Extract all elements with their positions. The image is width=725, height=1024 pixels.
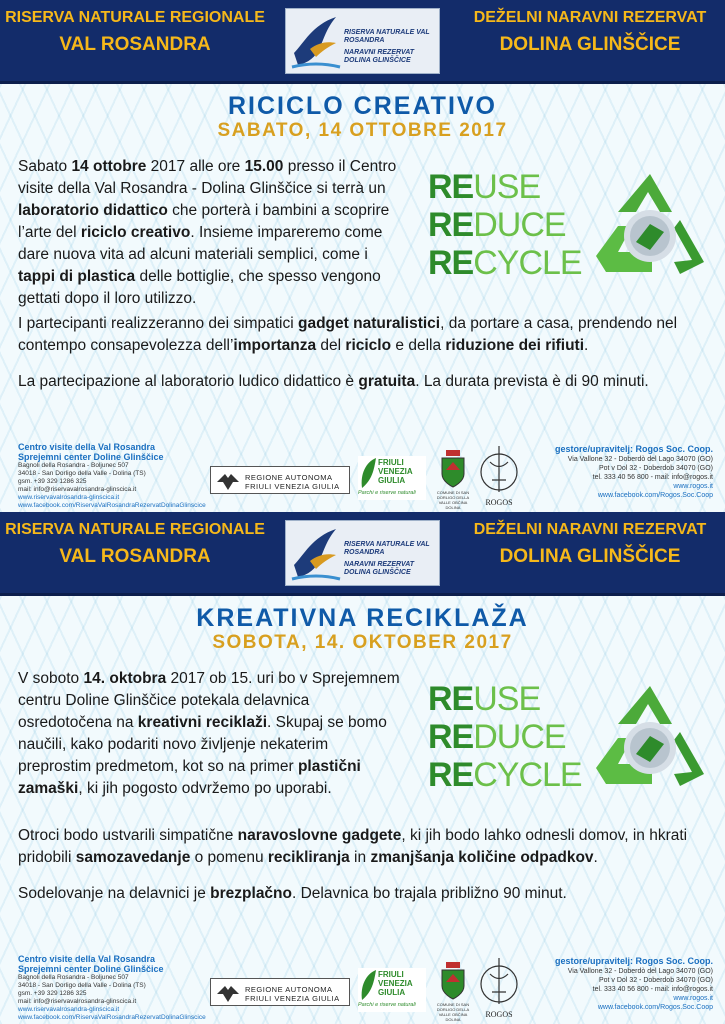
manager-facebook-link[interactable]: www.facebook.com/Rogos.Soc.Coop [597,492,713,499]
banner-right [455,6,725,60]
recycle-word: RECYCLE [428,756,582,794]
visitor-mail[interactable]: mail: info@riservavalrosandra-glinscica.it [18,998,137,1005]
coat-of-arms-icon [440,450,466,488]
banner-left [0,6,270,60]
visitor-center-heading-sl: Sprejemni center Doline Glinščice [18,964,164,974]
participation-paragraph: La partecipazione al laboratorio ludico didattico è gratuita. La durata prevista è di 90 minuti. [18,373,649,390]
visitor-address-1: Bagnoli della Rosandra - Boljunec 507 [18,974,129,981]
banner-left-line1: RISERVA NATURALE REGIONALE [5,521,265,538]
visitor-address-1: Bagnoli della Rosandra - Boljunec 507 [18,462,129,469]
banner-right-line1: DEŽELNI NARAVNI REZERVAT [473,9,707,26]
visitor-mail[interactable]: mail: info@riservavalrosandra-glinscica.it [18,486,137,493]
manager-contact: tel. 333 40 56 800 - mail: info@rogos.it [592,986,713,993]
manager-address-2: Pot v Dol 32 - Doberdob 34070 (GO) [598,465,713,472]
bird-icon [290,525,342,583]
reuse-reduce-recycle-graphic [428,170,718,282]
parchi-caption: Parchi e riserve naturali [358,1002,416,1008]
coat-of-arms-icon [440,962,466,1000]
visitor-center-heading-it: Centro visite della Val Rosandra [18,442,156,452]
reuse-reduce-recycle-graphic [428,682,718,794]
logo-text-italian: RISERVA NATURALE VAL ROSANDRA [344,541,430,556]
visitor-address-2: 34018 - San Dorligo della Valle - Dolina (TS) [18,470,146,477]
event-date: SOBOTA, 14. OKTOBER 2017 [212,632,513,653]
banner-left-line1: RISERVA NATURALE REGIONALE [5,9,265,26]
participants-paragraph: I partecipanti realizzeranno dei simpatici gadget naturalistici, da portare a casa, prendendo nel contempo consapevolezza dell’importanza del riciclo e della riduzione dei rifiuti. [18,315,678,354]
visitor-address-2: 34018 - San Dorligo della Valle - Dolina (TS) [18,982,146,989]
visitor-center-heading-it: Centro visite della Val Rosandra [18,954,156,964]
manager-address-1: Via Vallone 32 - Doberdò del Lago 34070 (GO) [567,456,713,463]
manager-heading: gestore/upravitelj: Rogos Soc. Coop. [554,444,713,454]
visitor-center-info [18,954,218,1022]
reserve-logo [285,8,440,74]
banner-left-line2: VAL ROSANDRA [59,34,211,55]
fvg-eagle-icon [215,982,241,1004]
parchi-leaf-icon [358,456,378,490]
bird-icon [290,13,342,71]
manager-info [513,444,713,500]
recycle-icon [588,170,718,282]
visitor-website-link[interactable]: www.riservavalrosandra-glinscica.it [18,494,120,501]
reserve-logo [285,520,440,586]
flyer-slovenian [0,512,725,1024]
logo-text-italian: RISERVA NATURALE VAL ROSANDRA [344,29,430,44]
recycle-icon [588,682,718,794]
comune-logo [432,962,474,1020]
visitor-phone: gsm. +39 329 1286 325 [18,478,87,485]
visitor-facebook-link[interactable]: www.facebook.com/RiservaValRosandraRezervatDolinaGlinscice [18,502,206,509]
manager-website-link[interactable]: www.rogos.it [673,483,713,490]
parchi-logo [358,456,426,500]
logo-text-slovenian: NARAVNI REZERVAT DOLINA GLINŠČICE [344,561,414,576]
header-banner [0,0,725,84]
participants-paragraph: Otroci bodo ustvarili simpatične naravoslovne gadgete, ki jih bodo lahko odnesli domov, in hkrati pridobili samozavedanje o pomenu recikliranja in zmanjšanja količine odpadkov. [18,827,688,866]
region-fvg-logo [210,466,350,494]
reuse-word: REUSE [428,680,541,718]
header-banner [0,512,725,596]
visitor-center-heading-sl: Sprejemni center Doline Glinščice [18,452,164,462]
parchi-text: FRIULI VENEZIA GIULIA [378,458,413,485]
manager-contact: tel. 333 40 56 800 - mail: info@rogos.it [592,474,713,481]
footer [0,438,725,512]
visitor-center-info [18,442,218,510]
parchi-leaf-icon [358,968,378,1002]
parchi-text: FRIULI VENEZIA GIULIA [378,970,413,997]
parchi-logo [358,968,426,1012]
visitor-website-link[interactable]: www.riservavalrosandra-glinscica.it [18,1006,120,1013]
parchi-caption: Parchi e riserve naturali [358,490,416,496]
reuse-word: REUSE [428,168,541,206]
banner-right-line1: DEŽELNI NARAVNI REZERVAT [473,521,707,538]
footer [0,950,725,1024]
visitor-facebook-link[interactable]: www.facebook.com/RiservaValRosandraRezervatDolinaGlinscice [18,1014,206,1021]
banner-right-line2: DOLINA GLINŠČICE [499,546,681,567]
event-title: RICICLO CREATIVO [227,92,498,120]
manager-address-2: Pot v Dol 32 - Doberdob 34070 (GO) [598,977,713,984]
logo-text-slovenian: NARAVNI REZERVAT DOLINA GLINŠČICE [344,49,414,64]
region-fvg-logo [210,978,350,1006]
intro-paragraph: Sabato 14 ottobre 2017 alle ore 15.00 presso il Centro visite della Val Rosandra - Dolina Glinščice si terrà un laboratorio didattico che porterà i bambini a scoprire l’arte del riciclo creativo. Insieme impareremo come dare nuova vita ad alcuni materiali semplici, come i tappi di plastica delle bottiglie, che spesso vengono gettati dopo il loro utilizzo. [18,158,397,307]
comune-logo [432,450,474,508]
participation-paragraph: Sodelovanje na delavnici je brezplačno. Delavnica bo trajala približno 90 minut. [18,885,567,902]
fvg-text: REGIONE AUTONOMA FRIULI VENEZIA GIULIA [245,985,340,1003]
fvg-eagle-icon [215,470,241,492]
rogos-text: ROGOS [485,1010,513,1019]
reduce-word: REDUCE [428,718,566,756]
banner-right-line2: DOLINA GLINŠČICE [499,34,681,55]
banner-left [0,518,270,572]
fvg-text: REGIONE AUTONOMA FRIULI VENEZIA GIULIA [245,473,340,491]
comune-text: COMUNE DI SAN DORLIGO DELLA VALLE OBČINA DOLINA [436,490,470,510]
recycle-word: RECYCLE [428,244,582,282]
banner-left-line2: VAL ROSANDRA [59,546,211,567]
event-date: SABATO, 14 OTTOBRE 2017 [217,120,508,141]
manager-heading: gestore/upravitelj: Rogos Soc. Coop. [554,956,713,966]
visitor-phone: gsm. +39 329 1286 325 [18,990,87,997]
comune-text: COMUNE DI SAN DORLIGO DELLA VALLE OBČINA DOLINA [436,1002,470,1022]
manager-info [513,956,713,1012]
manager-address-1: Via Vallone 32 - Doberdò del Lago 34070 (GO) [567,968,713,975]
manager-facebook-link[interactable]: www.facebook.com/Rogos.Soc.Coop [597,1004,713,1011]
event-title: KREATIVNA RECIKLAŽA [196,604,529,632]
banner-right [455,518,725,572]
intro-paragraph: V soboto 14. oktobra 2017 ob 15. uri bo v Sprejemnem centru Doline Glinščice potekala delavnica osredotočena na kreativni reciklaži. Skupaj se bomo naučili, kako podariti novo življenje nekaterim preprostim predmetom, kot so na primer plastični zamaški, ki jih pogosto odvržemo po uporabi. [18,670,400,797]
manager-website-link[interactable]: www.rogos.it [673,995,713,1002]
reduce-word: REDUCE [428,206,566,244]
rogos-text: ROGOS [485,498,513,507]
